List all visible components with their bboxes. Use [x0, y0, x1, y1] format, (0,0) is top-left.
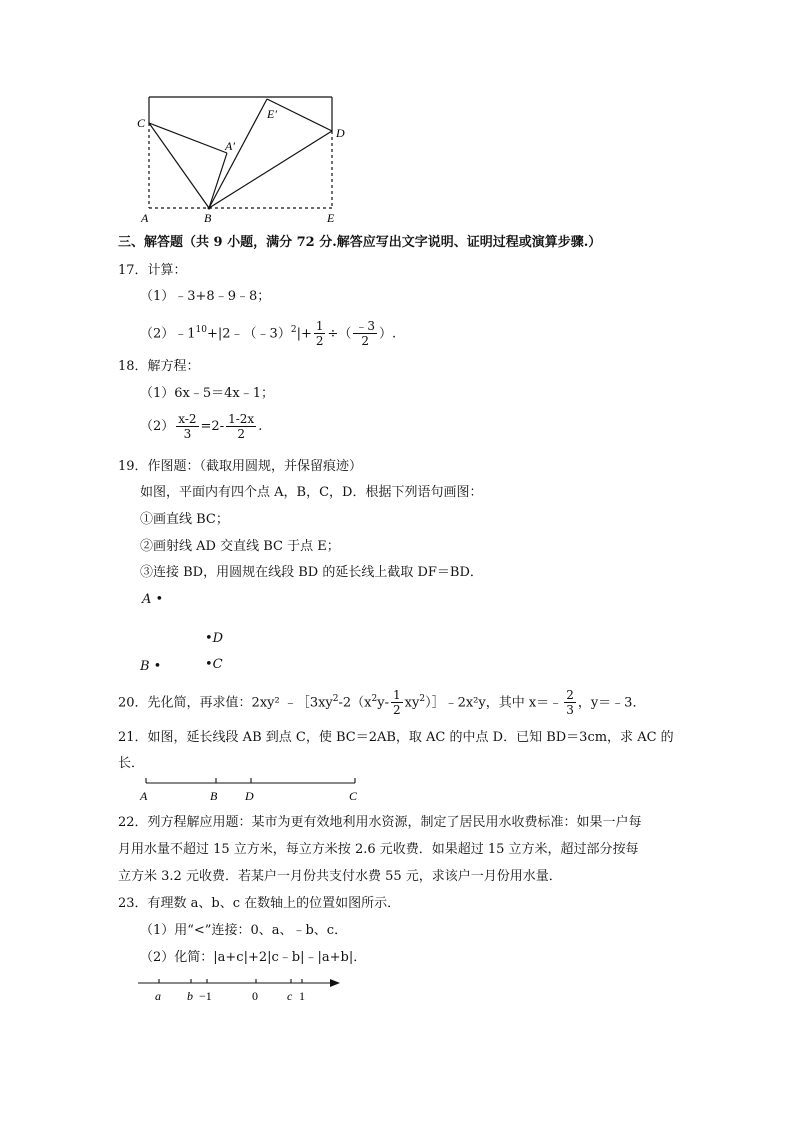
- label-D: D: [336, 126, 345, 140]
- q22-line2: 月用水量不超过 15 立方米，每立方米按 2.6 元收费．如果超过 15 立方米，超过部分按每: [118, 842, 639, 857]
- q17-part2: [140, 316, 396, 348]
- q21-label-B: B: [210, 789, 218, 803]
- q20-frac-num: 1: [393, 688, 401, 703]
- q21-label-C: C: [349, 789, 358, 803]
- folding-rectangle-figure: [130, 90, 355, 225]
- q23-axis-arrow: [330, 979, 340, 987]
- label-E-prime: E′: [267, 107, 277, 121]
- q20-fraction-x: [564, 688, 576, 717]
- q19-point-B: B •: [140, 659, 162, 674]
- q23-title: 23．有理数 a、b、c 在数轴上的位置如图所示．: [118, 896, 401, 911]
- q20-expression: [118, 684, 645, 718]
- q20-fraction-half: [391, 688, 403, 717]
- label-A-prime: A′: [225, 139, 235, 153]
- q18-part1: （1）6x﹣5＝4x﹣1；: [140, 386, 275, 401]
- q17-p2-c: |+: [296, 326, 312, 342]
- q20-text-c: y-: [377, 695, 389, 711]
- label-C: C: [137, 116, 146, 130]
- q18-frac1-num: x-2: [178, 412, 197, 426]
- q21-line2: 长．: [118, 756, 145, 771]
- q20-text-a: 20．先化简，再求值：2xy² ﹣［3xy: [118, 695, 333, 711]
- q19-title: 19．作图题：（截取用圆规，并保留痕迹）: [118, 459, 363, 474]
- q18-p2-end: .: [258, 419, 263, 434]
- q20-sup2: 2: [371, 694, 378, 704]
- q17-frac1-num: 1: [315, 319, 324, 334]
- q17-frac2-num: ﹣3: [355, 319, 376, 334]
- section-heading: 三、解答题（共 9 小题，满分 72 分.解答应写出文字说明、证明过程或演算步骤.）: [118, 235, 602, 250]
- q20-text-e: ）］﹣2x²y，其中 x＝﹣: [425, 695, 563, 711]
- q23-label-b: b: [187, 989, 193, 1003]
- q17-p2-end: ）.: [379, 326, 397, 342]
- q18-p2-mid: =2-: [200, 419, 225, 434]
- q19-point-A: A •: [142, 592, 164, 607]
- q18-title: 18．解方程：: [118, 359, 200, 374]
- q17-p2-b: +|2﹣（﹣3）: [207, 326, 291, 342]
- q17-frac2-den: 2: [361, 334, 370, 349]
- q17-part1: （1）﹣3+8﹣9﹣8；: [140, 289, 271, 304]
- q20-frac2-num: 2: [566, 688, 574, 703]
- segment-CA-prime: [149, 123, 227, 153]
- q23-label-zero: 0: [252, 989, 258, 1003]
- q19-step1: ①画直线 BC；: [140, 512, 229, 527]
- q20-sup3: 2: [419, 694, 426, 704]
- q17-p2-div: ÷（: [327, 326, 352, 342]
- q23-number-line: [134, 974, 349, 1006]
- q21-label-A: A: [140, 789, 148, 803]
- q18-frac1-den: 3: [183, 427, 192, 441]
- q20-sup1: 2: [332, 694, 339, 704]
- q23-part2: （2）化简：|a+c|+2|c﹣b|﹣|a+b|．: [140, 950, 367, 965]
- q17-title: 17．计算：: [118, 263, 187, 278]
- q23-label-one: 1: [299, 989, 305, 1003]
- q23-part1: （1）用“<”连接：0、a、﹣b、c．: [140, 923, 348, 938]
- q20-text-d: xy: [404, 695, 420, 711]
- q17-fraction-2: [353, 319, 377, 348]
- q23-label-a: a: [155, 989, 161, 1003]
- q19-point-C: •C: [205, 657, 223, 672]
- q17-p2-sup: 10: [195, 325, 207, 335]
- q17-p2-a: （2）﹣1: [140, 326, 196, 342]
- q18-part2: [140, 412, 262, 441]
- label-A: A: [141, 211, 149, 225]
- q18-p2-a: （2）: [140, 419, 175, 434]
- q18-frac2-den: 2: [237, 427, 245, 441]
- q21-label-D: D: [245, 789, 254, 803]
- q19-point-D: •D: [205, 631, 224, 646]
- q19-step3: ③连接 BD，用圆规在线段 BD 的延长线上截取 DF＝BD．: [140, 565, 483, 580]
- q21-line1: 21．如图，延长线段 AB 到点 C，使 BC＝2AB，取 AC 的中点 D．已知 BD＝3cm，求 AC 的: [118, 730, 674, 745]
- point-B-dot: [208, 207, 211, 210]
- q19-intro: 如图，平面内有四个点 A，B，C，D．根据下列语句画图：: [140, 485, 483, 500]
- q22-line1: 22．列方程解应用题：某市为更有效地利用水资源，制定了居民用水收费标准：如果一户每: [118, 815, 642, 830]
- q20-text-b: -2（x: [338, 695, 372, 711]
- q18-fraction-2: [226, 412, 256, 441]
- q21-segment-figure: [138, 776, 368, 806]
- q20-frac2-den: 3: [566, 703, 574, 718]
- q20-frac-den: 2: [393, 703, 401, 718]
- q20-text-f: ，y＝﹣3．: [577, 695, 646, 711]
- q17-frac1-den: 2: [315, 334, 324, 349]
- q23-label-neg1: −1: [199, 989, 212, 1003]
- segment-CB: [149, 123, 209, 208]
- label-E: E: [327, 211, 335, 225]
- q17-p2-sup2: 2: [290, 325, 297, 335]
- q22-line3: 立方米 3.2 元收费．若某户一月份共支付水费 55 元，求该户一月份用水量．: [118, 869, 562, 884]
- q18-frac2-num: 1-2x: [228, 412, 255, 426]
- segment-BE-prime: [209, 99, 267, 208]
- q23-label-c: c: [287, 989, 293, 1003]
- q18-fraction-1: [176, 412, 198, 441]
- q19-step2: ②画射线 AD 交直线 BC 于点 E；: [140, 539, 340, 554]
- q17-fraction-1: [314, 319, 326, 348]
- label-B: B: [204, 211, 212, 225]
